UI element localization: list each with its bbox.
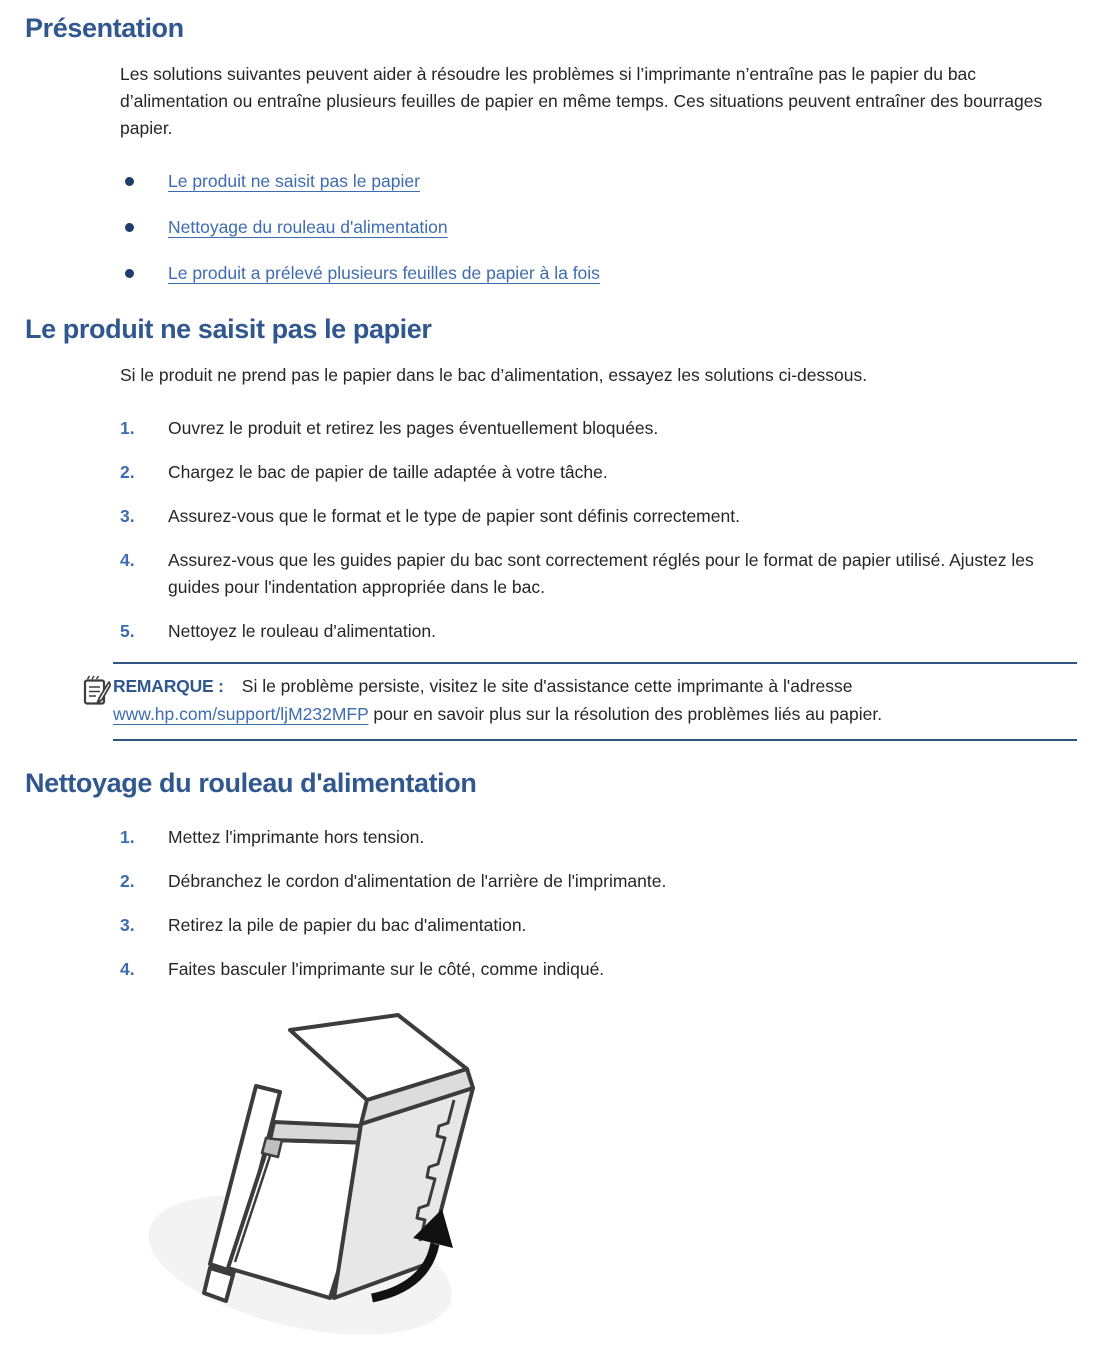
step-text: Assurez-vous que les guides papier du bac sont correctement réglés pour le format de papier utilisé. Ajustez les guides pour l'indentation appropriée dans le bac. (168, 550, 1034, 598)
note-text-before-link: Si le problème persiste, visitez le site d'assistance cette imprimante à l'adresse (241, 676, 853, 697)
no-pick-intro-paragraph: Si le produit ne prend pas le papier dans le bac d’alimentation, essayez les solutions ci-dessous. (120, 365, 868, 386)
printer-tilted-drawing (120, 1000, 560, 1350)
step-number: 2. (120, 462, 135, 483)
overview-intro-paragraph: Les solutions suivantes peuvent aider à résoudre les problèmes si l’imprimante n’entraîne pas le papier du bac d’alimentation ou entraîne plusieurs feuilles de papier en même temps. Ces situations peuvent entraîner des bourrages papier. (120, 64, 1043, 139)
list-item (120, 214, 1085, 241)
bullet-dot-icon (125, 223, 134, 232)
step-item (120, 618, 1084, 645)
remark-note (113, 662, 1077, 741)
step-item (120, 415, 1084, 442)
note-label: REMARQUE : (113, 676, 224, 697)
step-text: Nettoyez le rouleau d'alimentation. (168, 621, 436, 642)
step-text: Débranchez le cordon d'alimentation de l'arrière de l'imprimante. (168, 871, 667, 892)
list-item (120, 168, 1085, 195)
step-text: Chargez le bac de papier de taille adaptée à votre tâche. (168, 462, 608, 483)
list-item (120, 260, 1085, 287)
step-item (120, 956, 1084, 983)
notepad-pencil-icon (83, 675, 111, 714)
step-item (120, 912, 1084, 939)
heading-presentation: Présentation (25, 13, 184, 43)
overview-link-list (120, 168, 1085, 287)
bullet-dot-icon (125, 177, 134, 186)
side-face-shape (334, 1088, 473, 1298)
link-product-no-pick[interactable]: Le produit ne saisit pas le papier (168, 171, 420, 192)
step-number: 3. (120, 506, 135, 527)
step-number: 4. (120, 550, 135, 571)
tray-band-end-cap (262, 1138, 282, 1157)
link-multiple-sheets[interactable]: Le produit a prélevé plusieurs feuilles de papier à la fois (168, 263, 600, 284)
step-text: Mettez l'imprimante hors tension. (168, 827, 425, 848)
bullet-dot-icon (125, 269, 134, 278)
tray-tab-shape (204, 1268, 233, 1301)
hp-support-link[interactable]: www.hp.com/support/ljM232MFP (113, 704, 369, 725)
clean-roller-steps (120, 824, 1084, 983)
step-number: 1. (120, 418, 135, 439)
step-item (120, 547, 1084, 601)
no-pick-steps (120, 415, 1084, 645)
link-clean-roller[interactable]: Nettoyage du rouleau d'alimentation (168, 217, 448, 238)
heading-clean-roller: Nettoyage du rouleau d'alimentation (25, 768, 477, 799)
step-number: 2. (120, 871, 135, 892)
step-number: 3. (120, 915, 135, 936)
step-text: Faites basculer l'imprimante sur le côté, comme indiqué. (168, 959, 605, 980)
step-text: Ouvrez le produit et retirez les pages éventuellement bloquées. (168, 418, 659, 439)
step-item (120, 503, 1084, 530)
step-text: Assurez-vous que le format et le type de papier sont définis correctement. (168, 506, 740, 527)
step-item (120, 459, 1084, 486)
step-item (120, 824, 1084, 851)
step-number: 5. (120, 621, 135, 642)
heading-product-no-pick: Le produit ne saisit pas le papier (25, 314, 432, 345)
step-number: 4. (120, 959, 135, 980)
step-number: 1. (120, 827, 135, 848)
printer-illustration (120, 1000, 560, 1350)
note-text-after-link: pour en savoir plus sur la résolution des problèmes liés au papier. (368, 704, 883, 725)
step-text: Retirez la pile de papier du bac d'alimentation. (168, 915, 527, 936)
step-item (120, 868, 1084, 895)
